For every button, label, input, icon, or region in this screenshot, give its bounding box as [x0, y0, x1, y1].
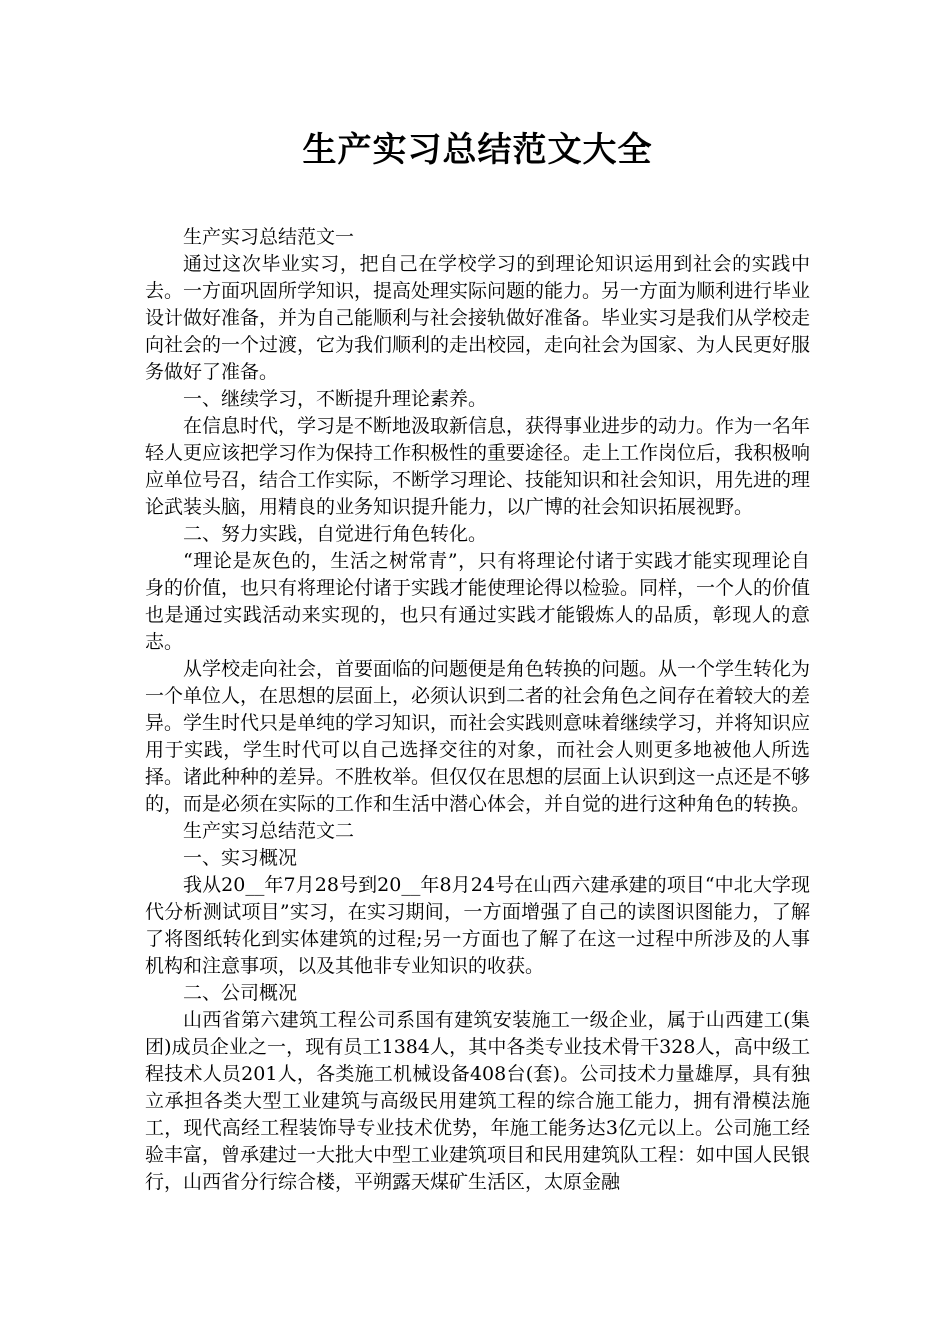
section-heading-2: 生产实习总结范文二	[183, 820, 355, 842]
paragraph: 山西省第六建筑工程公司系国有建筑安装施工一级企业，属于山西建工(集团)成员企业之一，现有员工1384人，其中各类专业技术骨干328人，高中级工程技术人员201人，各类施工机械设备408台(套)。公司技术力量雄厚，具有独立承担各类大型工业建筑与高级民用建筑工程的综合施工能力，拥有滑模法施工，现代高经工程装饰导专业技术优势，年施工能务达3亿元以上。公司施工经验丰富，曾承建过一大批大中型工业建筑项目和民用建筑队工程：如中国人民银行，山西省分行综合楼，平朔露天煤矿生活区，太原金融	[145, 1009, 811, 1193]
subheading: 二、努力实践，自觉进行角色转化。	[183, 523, 488, 545]
document-title: 生产实习总结范文大全	[302, 130, 653, 170]
paragraph: 通过这次毕业实习，把自己在学校学习的到理论知识运用到社会的实践中去。一方面巩固所学知识，提高处理实际问题的能力。另一方面为顺利进行毕业设计做好准备，并为自己能顺利与社会接轨做好准备。毕业实习是我们从学校走向社会的一个过渡，它为我们顺利的走出校园，走向社会为国家、为人民更好服务做好了准备。	[145, 253, 811, 383]
paragraph: “理论是灰色的，生活之树常青”，只有将理论付诸于实践才能实现理论自身的价值，也只有将理论付诸于实践才能使理论得以检验。同样，一个人的价值也是通过实践活动来实现的，也只有通过实践才能锻炼人的品质，彰现人的意志。	[145, 550, 811, 653]
subheading: 二、公司概况	[183, 982, 298, 1004]
section-heading-1: 生产实习总结范文一	[183, 226, 355, 248]
paragraph: 从学校走向社会，首要面临的问题便是角色转换的问题。从一个学生转化为一个单位人，在思想的层面上，必须认识到二者的社会角色之间存在着较大的差异。学生时代只是单纯的学习知识，而社会实践则意味着继续学习，并将知识应用于实践，学生时代可以自己选择交往的对象，而社会人则更多地被他人所选择。诸此种种的差异。不胜枚举。但仅仅在思想的层面上认识到这一点还是不够的，而是必须在实际的工作和生活中潜心体会，并自觉的进行这种角色的转换。	[145, 658, 811, 815]
document-body	[145, 224, 810, 1196]
paragraph: 我从20__年7月28号到20__年8月24号在山西六建承建的项目“中北大学现代分析测试项目”实习，在实习期间，一方面增强了自己的读图识图能力，了解了将图纸转化到实体建筑的过程;另一方面也了解了在这一过程中所涉及的人事机构和注意事项，以及其他非专业知识的收获。	[145, 874, 810, 977]
paragraph: 在信息时代，学习是不断地汲取新信息，获得事业进步的动力。作为一名年轻人更应该把学习作为保持工作积极性的重要途径。走上工作岗位后，我积极响应单位号召，结合工作实际，不断学习理论、技能知识和社会知识，用先进的理论武装头脑，用精良的业务知识提升能力，以广博的社会知识拓展视野。	[145, 415, 811, 518]
subheading: 一、实习概况	[183, 847, 298, 869]
subheading: 一、继续学习，不断提升理论素养。	[183, 388, 488, 410]
document-page	[145, 120, 810, 1196]
